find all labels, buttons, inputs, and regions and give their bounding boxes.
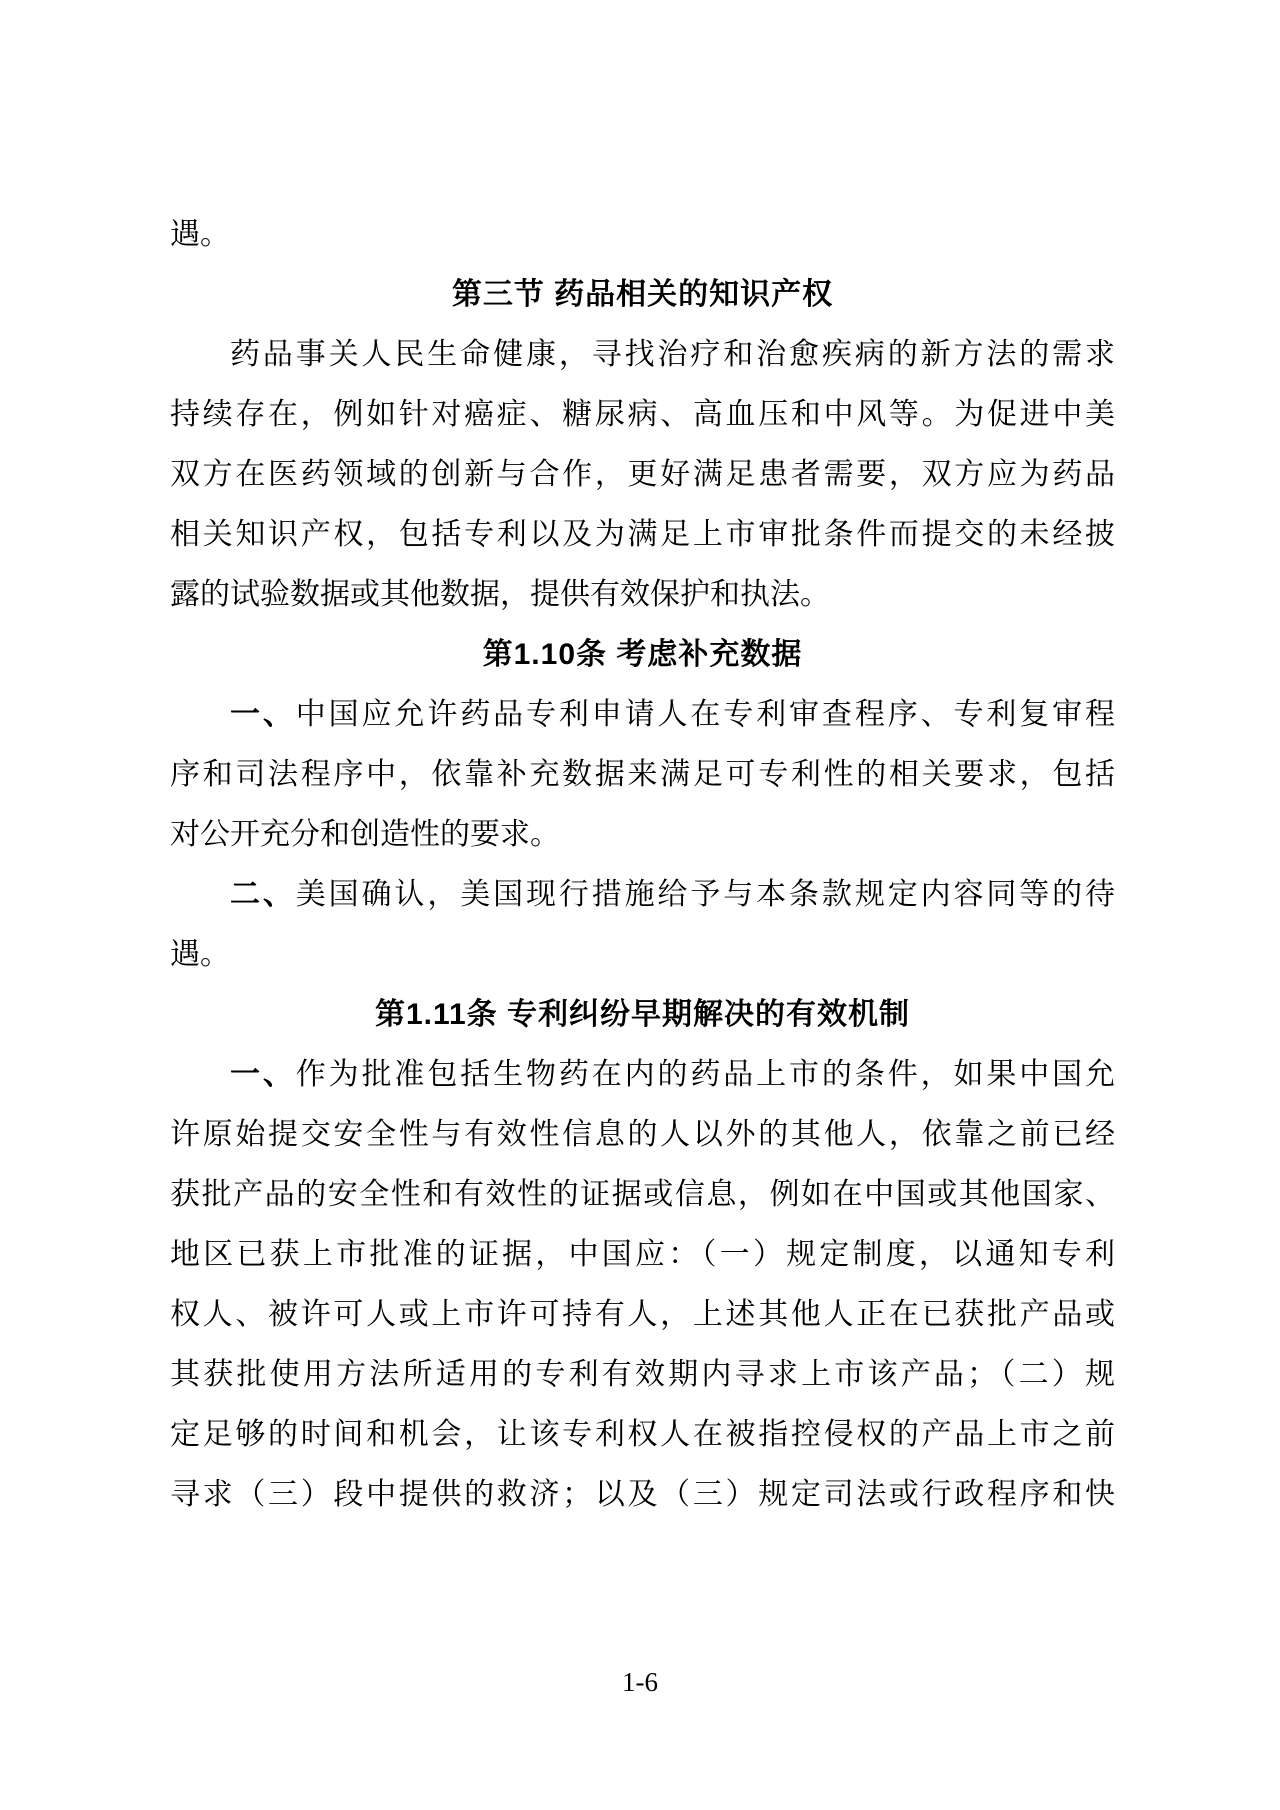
body-line: 相关知识产权，包括专利以及为满足上市审批条件而提交的未经披 bbox=[170, 518, 1115, 551]
item-number-marker: 一、 bbox=[230, 698, 296, 731]
line-text: 中国应允许药品专利申请人在专利审查程序、专利复审程 bbox=[295, 698, 1116, 731]
line-text: 作为批准包括生物药在内的药品上市的条件，如果中国允 bbox=[295, 1058, 1116, 1091]
body-line: 序和司法程序中，依靠补充数据来满足可专利性的相关要求，包括 bbox=[170, 758, 1115, 791]
item-number-marker: 二、 bbox=[230, 878, 296, 911]
body-line: 获批产品的安全性和有效性的证据或信息，例如在中国或其他国家、 bbox=[170, 1178, 1115, 1211]
body-line: 权人、被许可人或上市许可持有人，上述其他人正在已获批产品或 bbox=[170, 1298, 1115, 1331]
body-line: 药品事关人民生命健康，寻找治疗和治愈疾病的新方法的需求 bbox=[230, 338, 1115, 371]
article-1-10-heading: 第1.10条 考虑补充数据 bbox=[482, 638, 803, 671]
body-line: 露的试验数据或其他数据，提供有效保护和执法。 bbox=[170, 578, 830, 611]
body-line bbox=[170, 685, 1115, 745]
body-line: 许原始提交安全性与有效性信息的人以外的其他人，依靠之前已经 bbox=[170, 1118, 1115, 1151]
item-number-marker: 一、 bbox=[230, 1058, 296, 1091]
body-line bbox=[170, 865, 1115, 925]
body-line: 寻求（三）段中提供的救济；以及（三）规定司法或行政程序和快 bbox=[170, 1478, 1115, 1511]
line-text: 美国确认，美国现行措施给予与本条款规定内容同等的待 bbox=[295, 878, 1116, 911]
body-line bbox=[170, 1045, 1115, 1105]
body-line: 对公开充分和创造性的要求。 bbox=[170, 818, 560, 851]
body-line: 地区已获上市批准的证据，中国应：（一）规定制度，以通知专利 bbox=[170, 1238, 1115, 1271]
body-line: 其获批使用方法所适用的专利有效期内寻求上市该产品；（二）规 bbox=[170, 1358, 1115, 1391]
body-line: 遇。 bbox=[170, 218, 230, 251]
section-heading: 第三节 药品相关的知识产权 bbox=[451, 278, 834, 311]
body-line: 遇。 bbox=[170, 938, 230, 971]
body-line: 双方在医药领域的创新与合作，更好满足患者需要，双方应为药品 bbox=[170, 458, 1115, 491]
body-line: 持续存在，例如针对癌症、糖尿病、高血压和中风等。为促进中美 bbox=[170, 398, 1115, 431]
article-1-11-heading: 第1.11条 专利纠纷早期解决的有效机制 bbox=[374, 998, 911, 1031]
body-line: 定足够的时间和机会，让该专利权人在被指控侵权的产品上市之前 bbox=[170, 1418, 1115, 1451]
page-number: 1-6 bbox=[622, 1667, 658, 1697]
document-body bbox=[170, 205, 1115, 1525]
